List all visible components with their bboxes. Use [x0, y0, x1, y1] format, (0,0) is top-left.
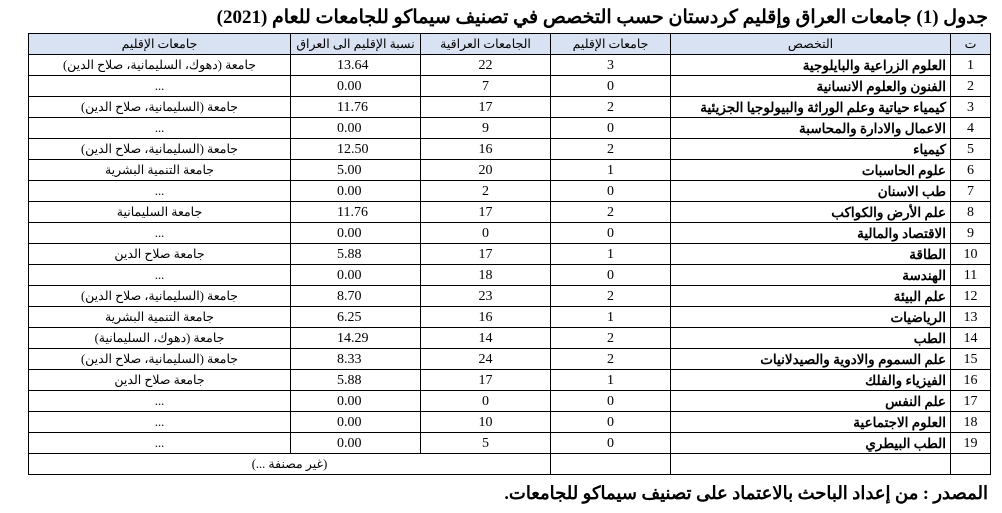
table-row [29, 433, 991, 454]
region-names-cell: جامعة (السليمانية، صلاح الدين) [29, 286, 291, 307]
header-row [29, 34, 991, 55]
region-count-cell: 0 [551, 391, 671, 412]
region-names-cell: ... [29, 118, 291, 139]
ratio-cell: 11.76 [291, 202, 421, 223]
specialty-cell: الفيزياء والفلك [671, 370, 951, 391]
header-ratio: نسبة الإقليم الى العراق [291, 34, 421, 55]
region-names-cell: جامعة (السليمانية، صلاح الدين) [29, 139, 291, 160]
table-row [29, 370, 991, 391]
ratio-cell: 8.33 [291, 349, 421, 370]
specialty-cell: الاقتصاد والمالية [671, 223, 951, 244]
region-names-cell: جامعة التنمية البشرية [29, 307, 291, 328]
region-count-cell: 2 [551, 97, 671, 118]
region-names-cell: ... [29, 76, 291, 97]
region-count-cell: 2 [551, 349, 671, 370]
region-count-cell: 0 [551, 223, 671, 244]
iraq-count-cell: 2 [421, 181, 551, 202]
region-count-cell: 0 [551, 118, 671, 139]
row-number: 3 [951, 97, 991, 118]
row-number: 13 [951, 307, 991, 328]
iraq-count-cell: 14 [421, 328, 551, 349]
region-names-cell: ... [29, 265, 291, 286]
table-row [29, 139, 991, 160]
table-row [29, 265, 991, 286]
table-row [29, 307, 991, 328]
ratio-cell: 0.00 [291, 181, 421, 202]
ratio-cell: 6.25 [291, 307, 421, 328]
region-count-cell: 1 [551, 307, 671, 328]
note-spacer [551, 454, 671, 475]
table-row [29, 160, 991, 181]
row-number: 6 [951, 160, 991, 181]
table-row [29, 286, 991, 307]
iraq-count-cell: 17 [421, 370, 551, 391]
row-number: 5 [951, 139, 991, 160]
region-names-cell: جامعة صلاح الدين [29, 370, 291, 391]
region-count-cell: 2 [551, 202, 671, 223]
table-row [29, 202, 991, 223]
iraq-count-cell: 17 [421, 244, 551, 265]
source-note: المصدر : من إعداد الباحث بالاعتماد على تصنيف سيماكو للجامعات. [504, 483, 988, 503]
iraq-count-cell: 16 [421, 139, 551, 160]
ratio-cell: 0.00 [291, 223, 421, 244]
table-row [29, 391, 991, 412]
row-number: 1 [951, 55, 991, 76]
iraq-count-cell: 22 [421, 55, 551, 76]
specialty-cell: الطب البيطري [671, 433, 951, 454]
ratio-cell: 14.29 [291, 328, 421, 349]
region-count-cell: 0 [551, 181, 671, 202]
specialty-cell: كيمياء حياتية وعلم الوراثة والبيولوجيا الجزيئية [671, 97, 951, 118]
region-count-cell: 2 [551, 328, 671, 349]
specialty-cell: الاعمال والادارة والمحاسبة [671, 118, 951, 139]
ratio-cell: 12.50 [291, 139, 421, 160]
ratio-cell: 11.76 [291, 97, 421, 118]
region-names-cell: ... [29, 391, 291, 412]
ratio-cell: 5.00 [291, 160, 421, 181]
table-row [29, 412, 991, 433]
specialty-cell: الرياضيات [671, 307, 951, 328]
ratio-cell: 0.00 [291, 412, 421, 433]
iraq-count-cell: 20 [421, 160, 551, 181]
specialty-cell: العلوم الزراعية والبايلوجية [671, 55, 951, 76]
ratio-cell: 0.00 [291, 118, 421, 139]
region-names-cell: ... [29, 412, 291, 433]
iraq-count-cell: 18 [421, 265, 551, 286]
iraq-count-cell: 17 [421, 97, 551, 118]
region-names-cell: جامعة التنمية البشرية [29, 160, 291, 181]
ratio-cell: 0.00 [291, 265, 421, 286]
specialty-cell: علم الأرض والكواكب [671, 202, 951, 223]
note-row [29, 454, 991, 475]
row-number: 4 [951, 118, 991, 139]
specialty-cell: علم السموم والادوية والصيدلانيات [671, 349, 951, 370]
iraq-count-cell: 0 [421, 391, 551, 412]
table-row [29, 223, 991, 244]
region-count-cell: 1 [551, 160, 671, 181]
region-count-cell: 1 [551, 244, 671, 265]
header-iraq-universities: الجامعات العراقية [421, 34, 551, 55]
table-row [29, 349, 991, 370]
region-names-cell: جامعة (دهوك، السليمانية، صلاح الدين) [29, 55, 291, 76]
iraq-count-cell: 7 [421, 76, 551, 97]
ratio-cell: 5.88 [291, 244, 421, 265]
iraq-count-cell: 5 [421, 433, 551, 454]
row-number: 14 [951, 328, 991, 349]
region-count-cell: 0 [551, 433, 671, 454]
region-count-cell: 0 [551, 412, 671, 433]
region-names-cell: جامعة السليمانية [29, 202, 291, 223]
specialty-cell: الطاقة [671, 244, 951, 265]
region-count-cell: 0 [551, 265, 671, 286]
region-count-cell: 3 [551, 55, 671, 76]
specialty-cell: الطب [671, 328, 951, 349]
header-region-names: جامعات الإقليم [29, 34, 291, 55]
specialty-cell: علوم الحاسبات [671, 160, 951, 181]
region-count-cell: 0 [551, 76, 671, 97]
specialty-cell: كيمياء [671, 139, 951, 160]
header-specialty: التخصص [671, 34, 951, 55]
region-names-cell: جامعة (السليمانية، صلاح الدين) [29, 349, 291, 370]
row-number: 10 [951, 244, 991, 265]
ratio-cell: 0.00 [291, 433, 421, 454]
iraq-count-cell: 24 [421, 349, 551, 370]
row-number: 17 [951, 391, 991, 412]
row-number: 7 [951, 181, 991, 202]
row-number: 8 [951, 202, 991, 223]
region-names-cell: جامعة صلاح الدين [29, 244, 291, 265]
row-number: 2 [951, 76, 991, 97]
table-row [29, 55, 991, 76]
region-names-cell: جامعة (السليمانية، صلاح الدين) [29, 97, 291, 118]
table-row [29, 328, 991, 349]
ratio-cell: 8.70 [291, 286, 421, 307]
iraq-count-cell: 16 [421, 307, 551, 328]
table-row [29, 76, 991, 97]
table-row [29, 97, 991, 118]
ratio-cell: 5.88 [291, 370, 421, 391]
table-row [29, 118, 991, 139]
region-names-cell: ... [29, 433, 291, 454]
table-row [29, 244, 991, 265]
iraq-count-cell: 10 [421, 412, 551, 433]
table-body [29, 55, 991, 475]
iraq-count-cell: 23 [421, 286, 551, 307]
specialty-cell: الفنون والعلوم الانسانية [671, 76, 951, 97]
specialty-cell: علم البيئة [671, 286, 951, 307]
iraq-count-cell: 0 [421, 223, 551, 244]
table-title: جدول (1) جامعات العراق وإقليم كردستان حسب التخصص في تصنيف سيماكو للجامعات للعام (2021) [216, 7, 988, 28]
row-number: 11 [951, 265, 991, 286]
iraq-count-cell: 17 [421, 202, 551, 223]
table-row [29, 181, 991, 202]
region-names-cell: ... [29, 181, 291, 202]
ratio-cell: 0.00 [291, 76, 421, 97]
region-names-cell: جامعة (دهوك، السليمانية) [29, 328, 291, 349]
row-number: 18 [951, 412, 991, 433]
note-cell: (غير مصنفة ...) [29, 454, 551, 475]
specialty-table [28, 33, 991, 475]
row-number: 16 [951, 370, 991, 391]
row-number: 19 [951, 433, 991, 454]
specialty-cell: طب الاسنان [671, 181, 951, 202]
ratio-cell: 13.64 [291, 55, 421, 76]
header-region-universities: جامعات الإقليم [551, 34, 671, 55]
region-count-cell: 1 [551, 370, 671, 391]
region-count-cell: 2 [551, 139, 671, 160]
specialty-cell: العلوم الاجتماعية [671, 412, 951, 433]
region-names-cell: ... [29, 223, 291, 244]
header-num: ت [951, 34, 991, 55]
iraq-count-cell: 9 [421, 118, 551, 139]
row-number: 9 [951, 223, 991, 244]
ratio-cell: 0.00 [291, 391, 421, 412]
region-count-cell: 2 [551, 286, 671, 307]
specialty-cell: الهندسة [671, 265, 951, 286]
row-number: 15 [951, 349, 991, 370]
note-spacer [951, 454, 991, 475]
note-spacer [671, 454, 951, 475]
specialty-cell: علم النفس [671, 391, 951, 412]
row-number: 12 [951, 286, 991, 307]
